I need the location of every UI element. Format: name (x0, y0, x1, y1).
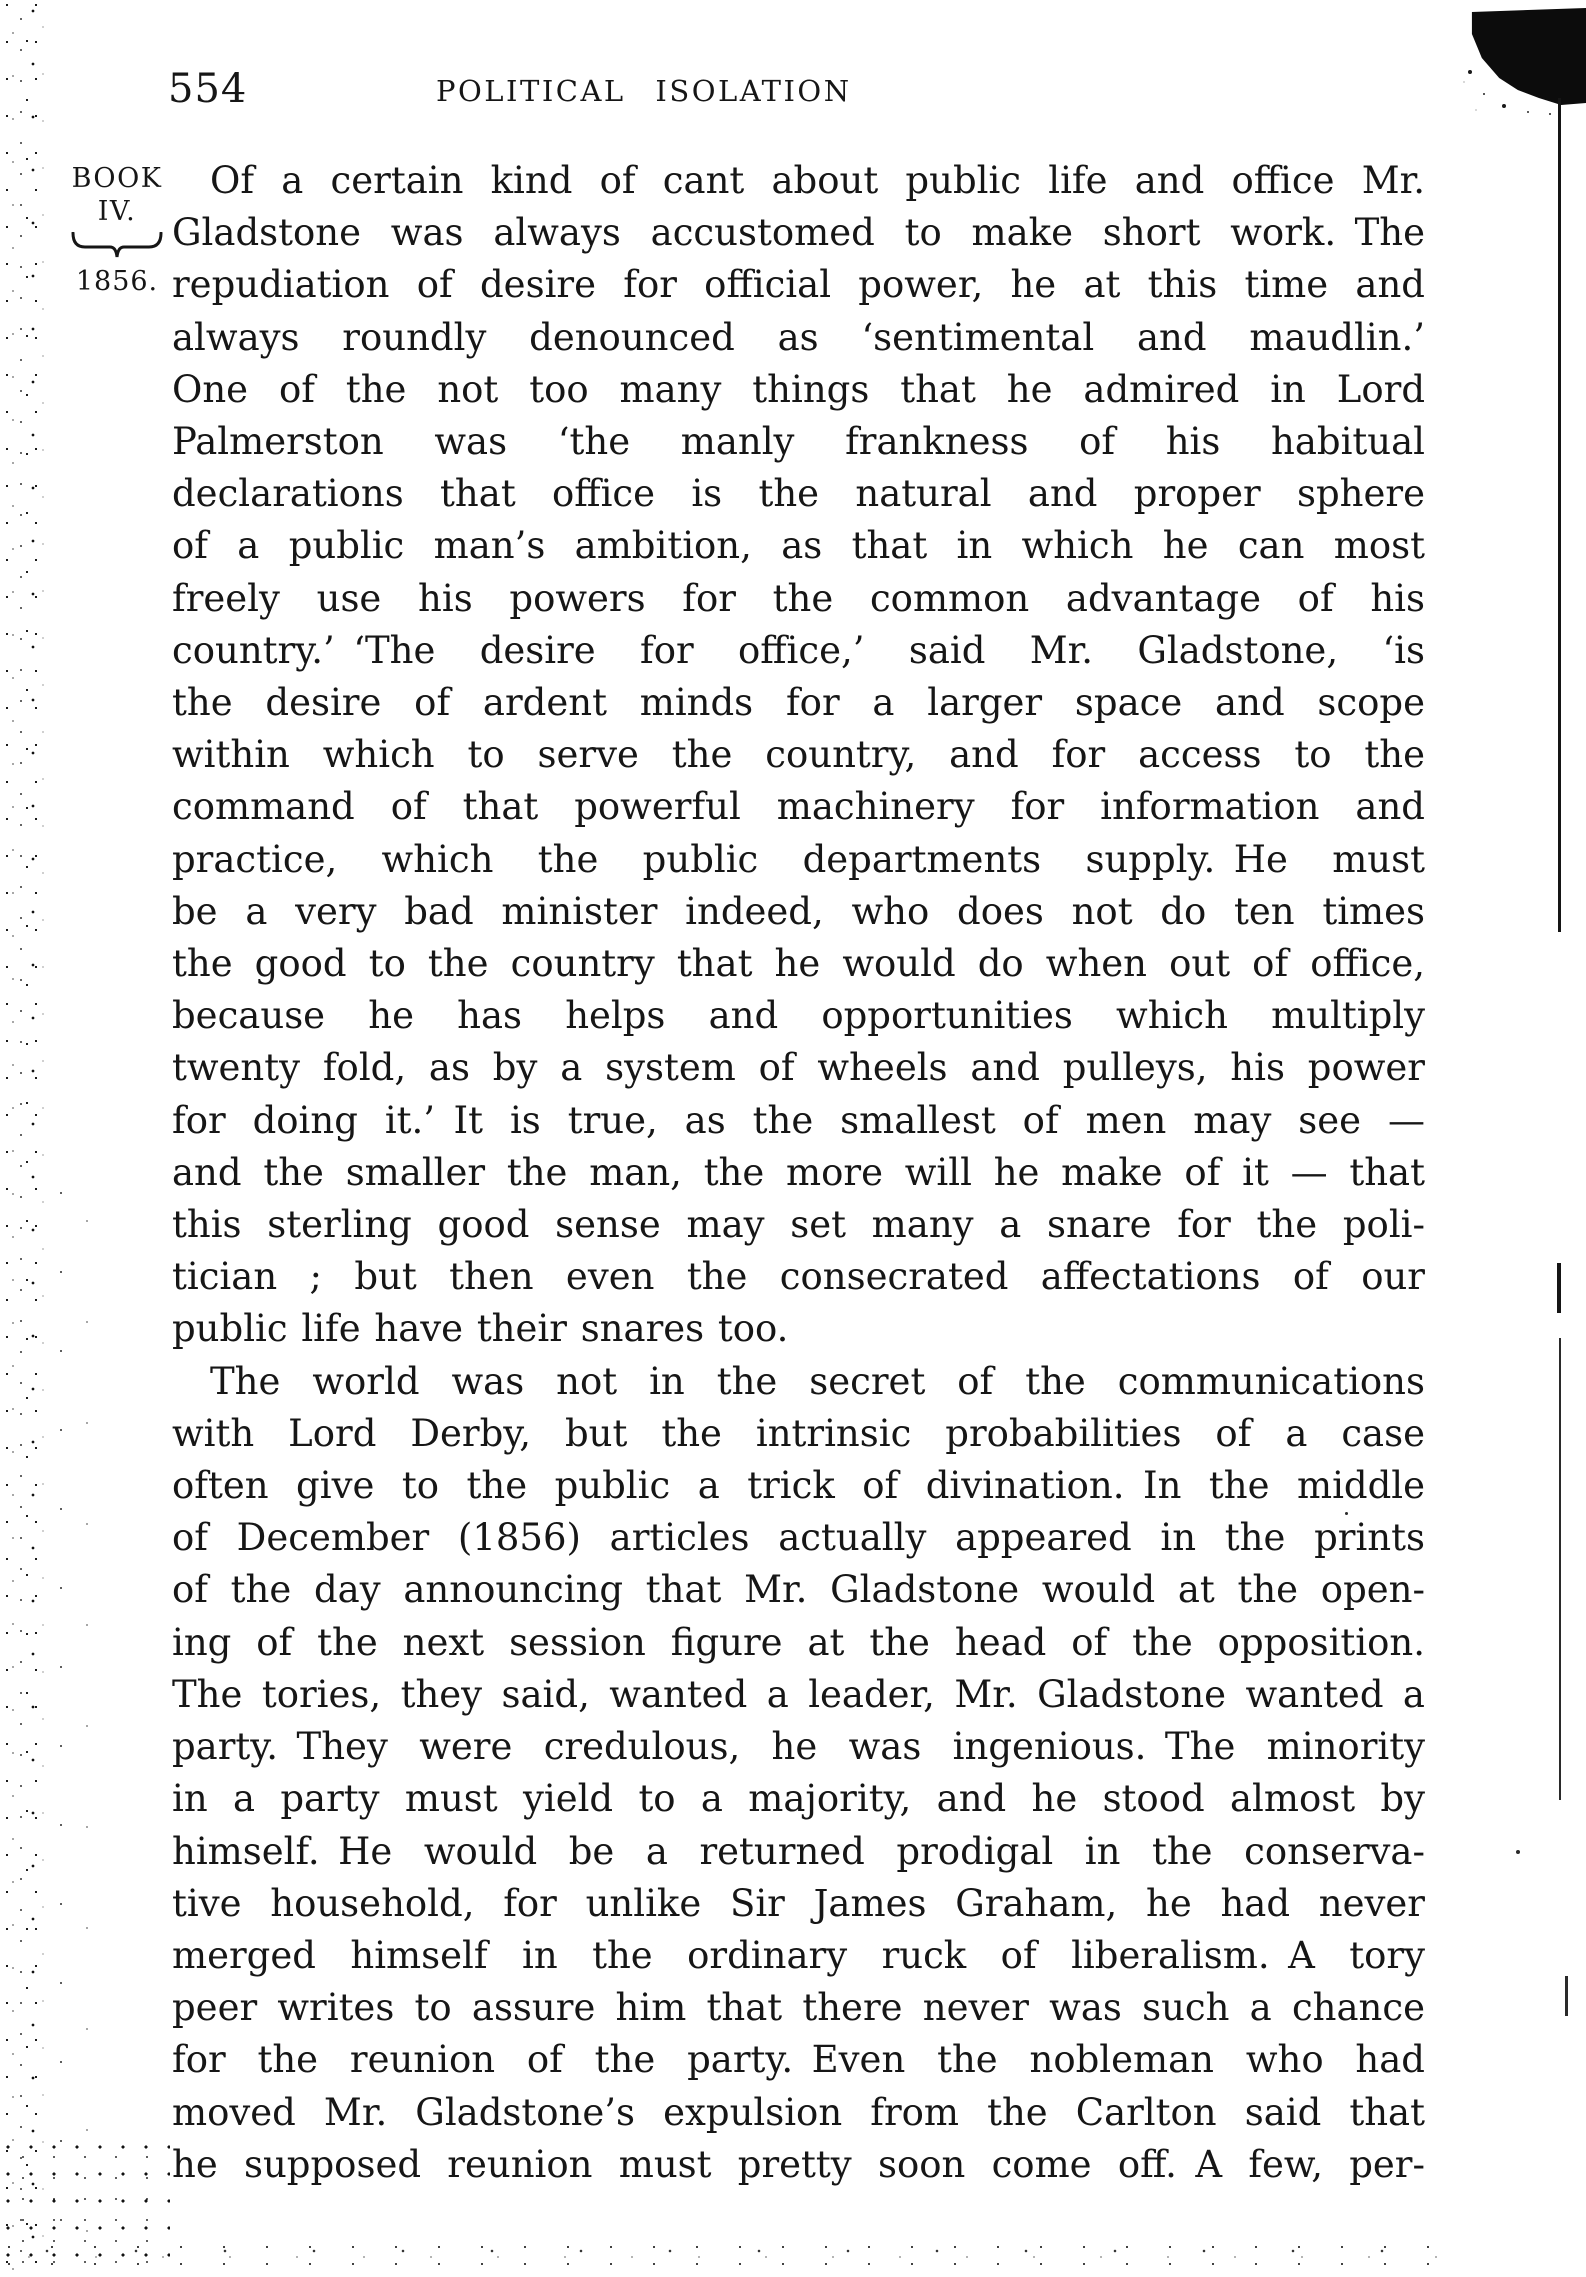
paragraph (172, 155, 1425, 1356)
page-edge-tick (1565, 1976, 1568, 2016)
page-edge-line (1559, 1338, 1561, 1800)
text-line: merged himself in the ordinary ruck of liberalism. A tory (172, 1933, 1425, 1977)
text-line: party. They were credulous, he was ingenious. The minority (172, 1725, 1425, 1769)
text-line: Gladstone was always accustomed to make short work. The (172, 211, 1425, 255)
text-line: tician ; but then even the consecrated affectations of our (172, 1255, 1425, 1299)
scan-speck (1516, 1850, 1520, 1854)
page-number: 554 (168, 66, 248, 112)
top-right-scan-blob (1462, 6, 1586, 106)
text-line: because he has helps and opportunities which multiply (172, 994, 1425, 1038)
bottom-edge-scan-noise (0, 2238, 1450, 2268)
body-text (172, 155, 1425, 2191)
text-line: in a party must yield to a majority, and he stood almost by (172, 1777, 1425, 1821)
margin-book-number: IV. (97, 196, 137, 227)
text-line: the good to the country that he would do when out of office, (172, 942, 1425, 986)
text-line: Of a certain kind of cant about public life and office Mr. (210, 159, 1425, 202)
text-line: for the reunion of the party. Even the nobleman who had (172, 2038, 1425, 2082)
text-line: of the day announcing that Mr. Gladstone would at the open- (172, 1568, 1425, 1612)
text-line: The world was not in the secret of the communications (210, 1359, 1425, 1403)
running-head: POLITICAL ISOLATION (436, 74, 852, 108)
text-line: with Lord Derby, but the intrinsic probabilities of a case (172, 1411, 1425, 1455)
bottom-left-scan-noise (0, 2140, 170, 2277)
text-line: One of the not too many things that he admired in Lord (172, 367, 1425, 411)
text-line: himself. He would be a returned prodigal in the conserva- (172, 1829, 1425, 1873)
text-line: freely use his powers for the common advantage of his (172, 576, 1425, 620)
scan-blob-speckles (1468, 70, 1472, 74)
page-edge-line (1558, 98, 1561, 932)
left-edge-scan-noise (0, 0, 54, 2277)
left-margin-speckles (50, 1180, 120, 2277)
text-line: and the smaller the man, the more will he make of it — that (172, 1150, 1425, 1194)
text-line: for doing it.’ It is true, as the smallest of men may see — (172, 1098, 1425, 1142)
text-line: be a very bad minister indeed, who does not do ten times (172, 889, 1425, 933)
paragraph (172, 1356, 1425, 2191)
text-line: of December (1856) articles actually appeared in the prints (172, 1516, 1425, 1560)
text-line: command of that powerful machinery for information and (172, 785, 1425, 829)
text-line: always roundly denounced as ‘sentimental and maudlin.’ (172, 315, 1425, 359)
text-line: twenty fold, as by a system of wheels and pulleys, his power (172, 1046, 1425, 1090)
text-line: country.’ ‘The desire for office,’ said Mr. Gladstone, ‘is (172, 628, 1425, 672)
margin-note-block (58, 162, 176, 297)
text-line: repudiation of desire for official power, he at this time and (172, 263, 1425, 307)
text-line: ing of the next session figure at the head of the opposition. (172, 1620, 1425, 1664)
text-line: tive household, for unlike Sir James Graham, he had never (172, 1881, 1425, 1925)
text-line: of a public man’s ambition, as that in which he can most (172, 524, 1425, 568)
text-line: peer writes to assure him that there never was such a chance (172, 1986, 1425, 2030)
text-line: he supposed reunion must pretty soon come off. A few, per- (172, 2142, 1425, 2186)
text-line: practice, which the public departments supply. He must (172, 837, 1425, 881)
text-line: Palmerston was ‘the manly frankness of his habitual (172, 420, 1425, 464)
text-line: within which to serve the country, and for access to the (172, 733, 1425, 777)
text-line: often give to the public a trick of divination. In the middle (172, 1464, 1425, 1508)
text-line: this sterling good sense may set many a snare for the poli- (172, 1203, 1425, 1247)
margin-year: 1856. (75, 266, 159, 297)
text-line: The tories, they said, wanted a leader, Mr. Gladstone wanted a (172, 1672, 1425, 1716)
text-line: the desire of ardent minds for a larger space and scope (172, 681, 1425, 725)
margin-book-label: BOOK (71, 163, 163, 194)
page-edge-line (1557, 1263, 1561, 1313)
text-line: public life have their snares too. (172, 1307, 789, 1351)
underbrace-icon (71, 232, 163, 260)
text-line: moved Mr. Gladstone’s expulsion from the Carlton said that (172, 2090, 1425, 2134)
text-line: declarations that office is the natural and proper sphere (172, 472, 1425, 516)
